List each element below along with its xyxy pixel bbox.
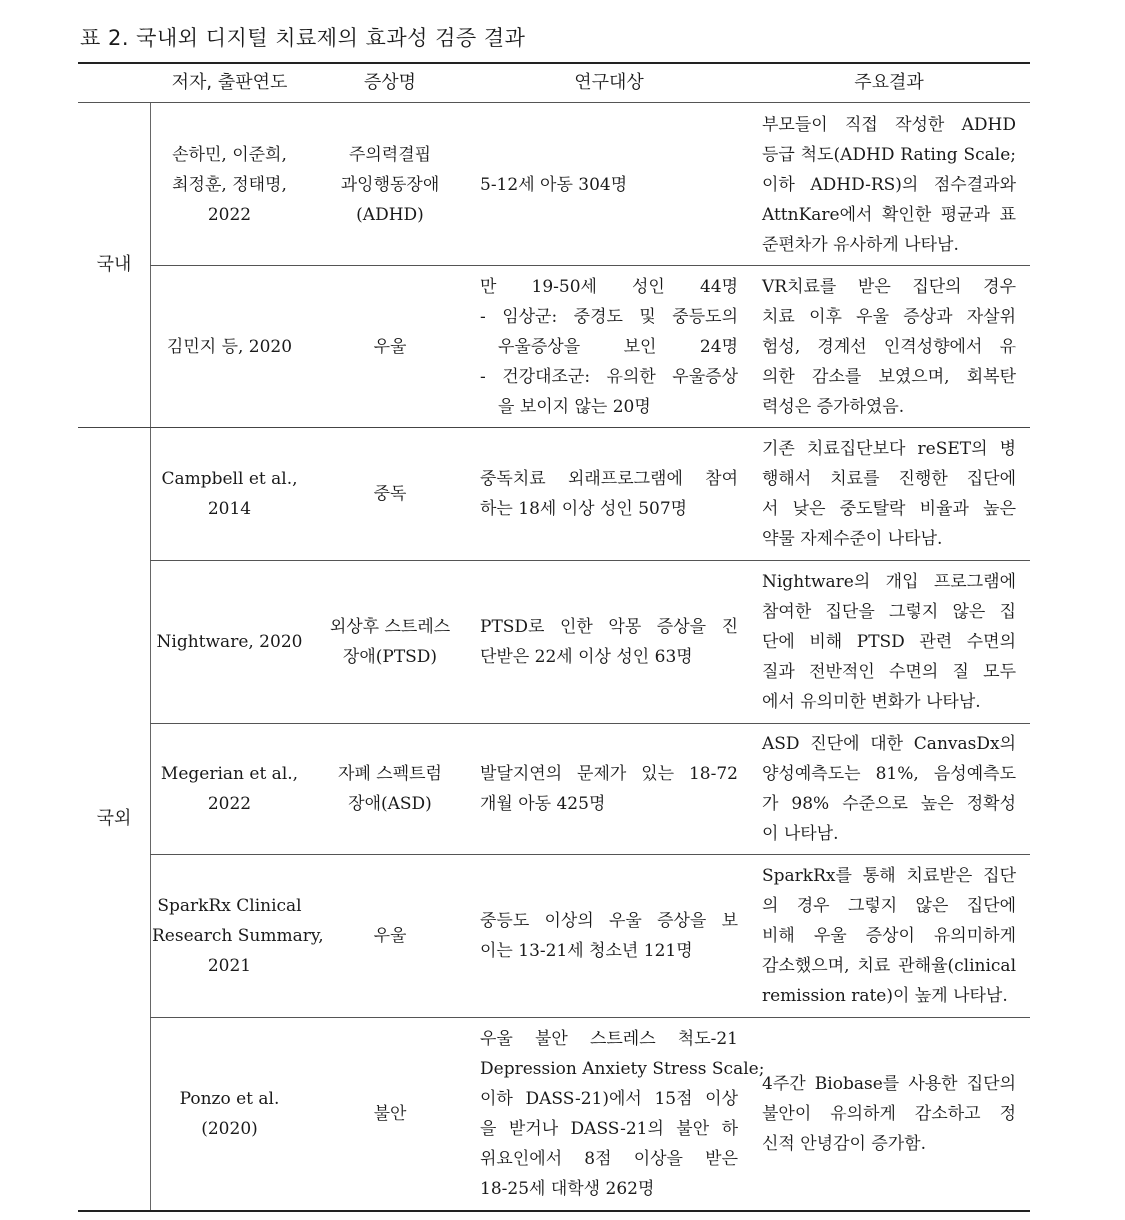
cell-line: PTSD로 인한 악몽 증상을 진 xyxy=(480,617,738,637)
cell-result-text xyxy=(762,861,1016,1011)
cell-author xyxy=(152,1018,307,1210)
cell-author xyxy=(152,724,307,854)
cell-symptom-text xyxy=(310,759,470,819)
cell-line: 이하 DASS-21)에서 15점 이상 xyxy=(480,1089,738,1109)
cell-subject xyxy=(480,724,738,854)
cell-result-text xyxy=(762,272,1016,422)
cell-line: Nightware의 개입 프로그램에 xyxy=(762,572,1016,592)
cell-result xyxy=(762,104,1016,265)
cell-line: 을 보이지 않는 20명 xyxy=(498,396,651,417)
cell-line: 5-12세 아동 304명 xyxy=(480,174,628,195)
cell-symptom-text xyxy=(310,140,470,230)
cell-subject xyxy=(480,104,738,265)
header-author: 저자, 출판연도 xyxy=(171,72,288,93)
cell-line: Research Summary, xyxy=(152,926,324,946)
cell-symptom xyxy=(310,428,470,560)
cell-subject-text xyxy=(480,906,738,966)
region-domestic: 국내 xyxy=(96,254,132,275)
cell-line: 위요인에서 8점 이상을 받은 xyxy=(480,1149,738,1169)
cell-line: Depression Anxiety Stress Scale; xyxy=(480,1059,765,1079)
cell-author-text xyxy=(152,1084,307,1144)
cell-line: 우울증상을 보인 24명 xyxy=(498,336,738,357)
cell-author xyxy=(152,561,307,723)
cell-line: 개월 아동 425명 xyxy=(480,794,606,814)
cell-subject xyxy=(480,855,738,1017)
cell-line: 에서 유의미한 변화가 나타남. xyxy=(762,692,981,712)
cell-line: 만 19-50세 성인 44명 xyxy=(480,276,738,297)
cell-line: 김민지 등, 2020 xyxy=(166,336,293,357)
cell-symptom xyxy=(310,1018,470,1210)
cell-line: 이는 13-21세 청소년 121명 xyxy=(480,941,693,961)
cell-author xyxy=(152,104,307,265)
cell-author-text xyxy=(152,140,307,230)
cell-line: 과잉행동장애 xyxy=(340,174,440,195)
cell-line: Nightware, 2020 xyxy=(156,632,303,652)
cell-line: 중등도 이상의 우울 증상을 보 xyxy=(480,911,738,931)
cell-line: 발달지연의 문제가 있는 18-72 xyxy=(480,764,738,784)
cell-line: 2022 xyxy=(207,794,252,814)
cell-line: 약물 자제수준이 나타남. xyxy=(762,529,943,549)
cell-line: 의한 감소를 보였으며, 회복탄 xyxy=(762,366,1016,387)
cell-line: 최정훈, 정태명, xyxy=(172,174,287,195)
cell-line: 단에 비해 PTSD 관련 수면의 xyxy=(762,632,1016,652)
cell-line: 이하 ADHD-RS)의 점수결과와 xyxy=(762,174,1016,195)
cell-line: 부모들이 직접 작성한 ADHD xyxy=(762,114,1016,135)
cell-line: 질과 전반적인 수면의 질 모두 xyxy=(762,662,1016,682)
cell-author-text xyxy=(152,891,324,981)
cell-line: 의 경우 그렇지 않은 집단에 xyxy=(762,896,1016,916)
cell-line: 손하민, 이준희, xyxy=(172,144,287,165)
cell-subject-text xyxy=(480,170,738,200)
cell-author-text xyxy=(152,759,307,819)
cell-line: 외상후 스트레스 xyxy=(329,617,451,637)
cell-line: 4주간 Biobase를 사용한 집단의 xyxy=(762,1074,1016,1094)
cell-line: 중독 xyxy=(373,484,407,504)
cell-line: - 임상군: 중경도 및 중등도의 xyxy=(480,306,738,327)
cell-line: 등급 척도(ADHD Rating Scale; xyxy=(762,144,1016,165)
cell-line: 중독치료 외래프로그램에 참여 xyxy=(480,469,738,489)
cell-subject xyxy=(480,1018,765,1210)
cell-line: 불안 xyxy=(373,1104,407,1124)
cell-line: 험성, 경계선 인격성향에서 유 xyxy=(762,336,1016,357)
cell-symptom-text xyxy=(310,479,470,509)
cell-symptom-text xyxy=(310,921,470,951)
cell-author-text xyxy=(152,332,307,362)
cell-symptom xyxy=(310,855,470,1017)
header-symptom: 증상명 xyxy=(363,72,417,93)
cell-result xyxy=(762,561,1016,723)
cell-subject-text xyxy=(480,759,738,819)
cell-line: 2021 xyxy=(207,956,252,976)
cell-result-text xyxy=(762,567,1016,717)
cell-line: SparkRx를 통해 치료받은 집단 xyxy=(762,866,1016,886)
cell-line: 우울 불안 스트레스 척도-21 xyxy=(480,1029,738,1049)
cell-line: (2020) xyxy=(201,1119,258,1139)
cell-line: 주의력결핍 xyxy=(348,144,432,165)
cell-line: - 건강대조군: 유의한 우울증상 xyxy=(480,366,738,387)
cell-author xyxy=(152,266,307,427)
cell-line: AttnKare에서 확인한 평균과 표 xyxy=(762,204,1016,225)
cell-line: 치료 이후 우울 증상과 자살위 xyxy=(762,306,1016,327)
cell-symptom xyxy=(310,104,470,265)
cell-line: 장애(ASD) xyxy=(348,794,432,814)
cell-author-text xyxy=(152,627,307,657)
region-overseas: 국외 xyxy=(96,808,132,829)
cell-line: Megerian et al., xyxy=(160,764,299,784)
cell-line: 2014 xyxy=(207,499,252,519)
header-rule xyxy=(78,102,1030,103)
cell-line: remission rate)이 높게 나타남. xyxy=(762,986,1008,1006)
cell-line: Campbell et al., xyxy=(161,469,298,489)
cell-line: 비해 우울 증상이 유의미하게 xyxy=(762,926,1016,946)
cell-result-text xyxy=(762,1069,1016,1159)
cell-result-text xyxy=(762,110,1016,260)
cell-line: 서 낮은 중도탈락 비율과 높은 xyxy=(762,499,1016,519)
cell-line: 우울 xyxy=(373,926,407,946)
cell-symptom-text xyxy=(310,1099,470,1129)
cell-subject xyxy=(480,428,738,560)
cell-line: 2022 xyxy=(207,204,252,225)
cell-line: SparkRx Clinical xyxy=(157,896,302,916)
cell-line: 준편차가 유사하게 나타남. xyxy=(762,234,959,255)
cell-line: VR치료를 받은 집단의 경우 xyxy=(762,276,1016,297)
cell-line: 장애(PTSD) xyxy=(342,647,438,667)
cell-line: 하는 18세 이상 성인 507명 xyxy=(480,499,688,519)
cell-result xyxy=(762,266,1016,427)
cell-symptom xyxy=(310,561,470,723)
cell-line: 가 98% 수준으로 높은 정확성 xyxy=(762,794,1016,814)
cell-line: 이 나타남. xyxy=(762,824,839,844)
cell-result xyxy=(762,1018,1016,1210)
cell-result-text xyxy=(762,434,1016,554)
cell-result xyxy=(762,855,1016,1017)
cell-line: 18-25세 대학생 262명 xyxy=(480,1179,655,1199)
region-divider xyxy=(150,103,151,1210)
cell-line: 을 받거나 DASS-21의 불안 하 xyxy=(480,1119,738,1139)
cell-result xyxy=(762,428,1016,560)
cell-subject-text xyxy=(480,464,738,524)
cell-author xyxy=(152,855,324,1017)
cell-line: 우울 xyxy=(373,336,407,357)
table-caption: 표 2. 국내외 디지털 치료제의 효과성 검증 결과 xyxy=(80,26,526,50)
cell-line: (ADHD) xyxy=(356,204,424,225)
cell-symptom xyxy=(310,724,470,854)
cell-subject-text xyxy=(480,612,738,672)
cell-line: Ponzo et al. xyxy=(179,1089,280,1109)
cell-line: 참여한 집단을 그렇지 않은 집 xyxy=(762,602,1016,622)
cell-line: 행해서 치료를 진행한 집단에 xyxy=(762,469,1016,489)
cell-symptom xyxy=(310,266,470,427)
cell-subject-text xyxy=(480,272,738,422)
cell-line: 자폐 스펙트럼 xyxy=(338,764,442,784)
cell-symptom-text xyxy=(310,612,470,672)
table-bottom-rule xyxy=(78,1210,1030,1212)
cell-line: 불안이 유의하게 감소하고 정 xyxy=(762,1104,1016,1124)
cell-result-text xyxy=(762,729,1016,849)
cell-line: 신적 안녕감이 증가함. xyxy=(762,1134,927,1154)
cell-symptom-text xyxy=(310,332,470,362)
cell-subject-text xyxy=(480,1024,765,1204)
cell-line: 력성은 증가하였음. xyxy=(762,396,905,417)
cell-line: 양성예측도는 81%, 음성예측도 xyxy=(762,764,1016,784)
header-result: 주요결과 xyxy=(854,72,924,93)
cell-line: 기존 치료집단보다 reSET의 병 xyxy=(762,439,1016,459)
cell-subject xyxy=(480,266,738,427)
header-subject: 연구대상 xyxy=(574,72,644,93)
cell-line: ASD 진단에 대한 CanvasDx의 xyxy=(762,734,1016,754)
cell-line: 단받은 22세 이상 성인 63명 xyxy=(480,647,693,667)
cell-line: 감소했으며, 치료 관해율(clinical xyxy=(762,956,1016,976)
cell-author-text xyxy=(152,464,307,524)
cell-subject xyxy=(480,561,738,723)
cell-result xyxy=(762,724,1016,854)
cell-author xyxy=(152,428,307,560)
